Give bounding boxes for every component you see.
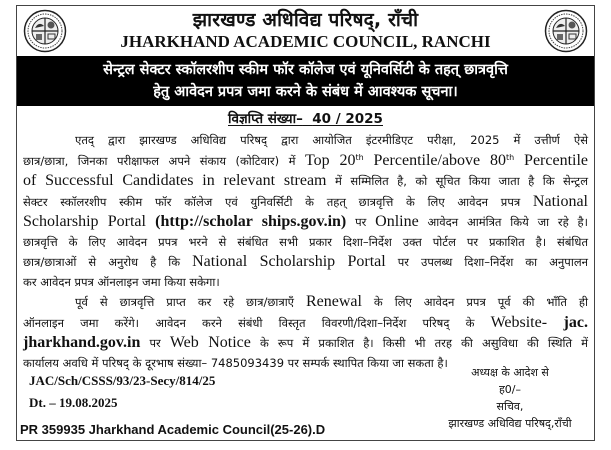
body-line: jharkhand.gov.in पर Web Notice के रूप में प्रकाशित है। किसी भी तरह की असुविधा की स्थिति में (23, 334, 589, 351)
signature-line: ह0/– (498, 383, 522, 396)
jac-emblem-icon (544, 9, 588, 53)
council-name-english: JHARKHAND ACADEMIC COUNCIL, RANCHI (120, 32, 491, 51)
body-line: एतद् द्वारा झारखण्ड अधिविद्य परिषद् द्वारा आयोजित इंटरमीडिएट परीक्षा, 2025 में उत्तीर्ण ऐसे (75, 133, 588, 147)
body-line: छात्र/छात्रा, जिनका परीक्षाफल अपने संकाय (कोटिवार) में Top 20th Percentile/above 80th Percentile (23, 151, 589, 169)
signature-line: झारखण्ड अधिविद्य परिषद्,राँची (448, 417, 572, 430)
body-line: of Successful Candidates in relevant stream में सम्मिलित है, को सूचित किया जाता है कि सेन्ट्रल (23, 172, 588, 189)
jac-website-link: jac. (547, 313, 588, 331)
paragraph-1 (23, 131, 588, 292)
banner-line-2: हेतु आवेदन प्रपत्र जमा करने के संबंध में आवश्यक सूचना। (153, 84, 458, 100)
signature-block (430, 364, 590, 432)
pr-number: PR 359935 Jharkhand Academic Council(25-26).D (20, 422, 326, 437)
notice-header (17, 6, 594, 56)
notice-subject-banner (17, 56, 594, 106)
reference-number: JAC/Sch/CSSS/93/23-Secy/814/25 (29, 373, 216, 388)
body-line: कार्यालय अवधि में परिषद् के दूरभाष संख्या– 7485093439 पर सम्पर्क स्थापित किया जा सकता है। (23, 355, 448, 370)
notice-body (17, 128, 594, 373)
signature-line: अध्यक्ष के आदेश से (471, 366, 549, 379)
body-line: सेक्टर स्कॉलरशीप स्कीम फॉर कॉलेज एवं युनिवर्सिटी के तहत् छात्रवृत्ति के लिए आवेदन प्रपत्र National (23, 192, 588, 210)
body-line: पूर्व से छात्रवृत्ति प्राप्त कर रहे छात्र/छात्राएँ Renewal के लिए आवेदन प्रपत्र पूर्व की भाँति ही (75, 293, 589, 310)
banner-line-1: सेन्ट्रल सेक्टर स्कॉलरशीप स्कीम फॉर कॉलेज एवं यूनिवर्सिटी के तहत् छात्रवृत्ति (103, 62, 508, 78)
jac-website-link: jharkhand.gov.in (23, 334, 141, 351)
scholarship-portal-link: (http://scholar ships.gov.in) (155, 213, 347, 230)
body-line: Scholarship Portal (http://scholar ships.gov.in) पर Online आवेदन आमंत्रित किये जा रहे है। (23, 213, 589, 230)
signature-line: सचिव, (496, 400, 524, 413)
council-name-hindi: झारखण्ड अधिविद्य परिषद्, राँची (192, 9, 419, 31)
reference-block (29, 370, 215, 414)
body-line: छात्र/छात्राओं से अनुरोध है कि National Scholarship Portal पर उपलब्ध दिशा–निर्देश का अनुपालन (23, 253, 588, 270)
body-line: कर आवेदन प्रपत्र ऑनलाइन जमा किया सकेगा। (23, 274, 220, 289)
notice-number (17, 110, 594, 128)
body-line: छात्रवृत्ति के लिए आवेदन प्रपत्र भरने से संबंधित सभी प्रकार दिशा–निर्देश उक्त पोर्टल पर प्रकाशित है। संबंधित (23, 234, 588, 249)
public-notice (16, 5, 595, 441)
notice-footer (17, 364, 594, 440)
body-line: ऑनलाइन जमा करेंगे। आवेदन करने संबंधी विस्तृत विवरणी/दिशा–निर्देश परिषद् के Website- jac. (23, 313, 588, 331)
notice-number-label: विज्ञप्ति संख्या– (228, 111, 303, 127)
notice-number-value: 40 / 2025 (312, 111, 383, 127)
issue-date: Dt. – 19.08.2025 (29, 395, 118, 410)
jac-emblem-icon (23, 9, 67, 53)
paragraph-2 (23, 292, 588, 373)
